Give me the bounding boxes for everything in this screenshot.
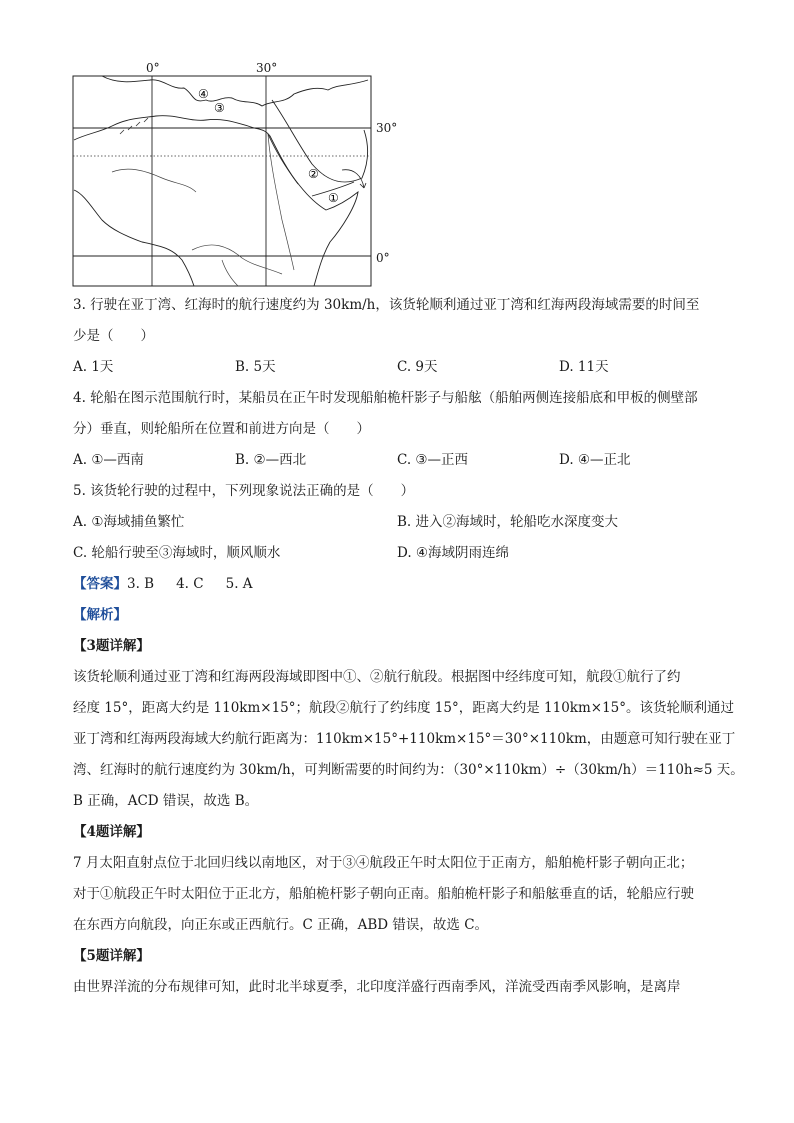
q3-stem-1: 3. 行驶在亚丁湾、红海时的航行速度约为 30km/h，该货轮顺利通过亚丁湾和红海两段海域需要的时间至 bbox=[73, 297, 700, 313]
q4-option-b: B. ②—西北 bbox=[235, 452, 307, 468]
d3-line-1: 该货轮顺利通过亚丁湾和红海两段海域即图中①、②航行航段。根据图中经纬度可知，航段①航行了约 bbox=[73, 669, 681, 685]
d3-line-5: B 正确，ACD 错误，故选 B。 bbox=[73, 793, 259, 809]
lon-label-30: 30° bbox=[256, 61, 278, 75]
q4-stem-2: 分）垂直，则轮船所在位置和前进方向是（ ） bbox=[73, 421, 370, 437]
q4-option-a: A. ①—西南 bbox=[73, 452, 144, 468]
q5-option-d: D. ④海域阴雨连绵 bbox=[397, 545, 510, 561]
answer-4: 4. C bbox=[176, 576, 204, 592]
d3-line-2: 经度 15°，距离大约是 110km×15°；航段②航行了约纬度 15°，距离大约是 110km×15°。该货轮顺利通过 bbox=[73, 700, 734, 716]
lon-label-0: 0° bbox=[146, 61, 160, 75]
answer-5: 5. A bbox=[225, 576, 253, 592]
africa-map bbox=[72, 60, 412, 292]
q5-option-b: B. 进入②海域时，轮船吃水深度变大 bbox=[397, 514, 619, 530]
q4-option-c: C. ③—正西 bbox=[397, 452, 469, 468]
q5-option-c: C. 轮船行驶至③海域时，顺风顺水 bbox=[73, 545, 281, 561]
q4-option-d: D. ④—正北 bbox=[559, 452, 631, 468]
analysis-label: 【解析】 bbox=[73, 607, 127, 623]
q3-option-d: D. 11天 bbox=[559, 359, 609, 375]
d5-title: 【5题详解】 bbox=[73, 948, 150, 964]
answer-row bbox=[73, 569, 723, 600]
q3-stem-2: 少是（ ） bbox=[73, 328, 154, 344]
q5-options-row2 bbox=[73, 538, 723, 569]
d4-line-2: 对于①航段正午时太阳位于正北方，船舶桅杆影子朝向正南。船舶桅杆影子和船舷垂直的话，轮船应行驶 bbox=[73, 886, 694, 902]
route-marker-1: ① bbox=[328, 191, 339, 205]
d4-title: 【4题详解】 bbox=[73, 824, 150, 840]
q3-option-b: B. 5天 bbox=[235, 359, 276, 375]
q3-option-c: C. 9天 bbox=[397, 359, 438, 375]
d5-line-1: 由世界洋流的分布规律可知，此时北半球夏季，北印度洋盛行西南季风，洋流受西南季风影响，是离岸 bbox=[73, 979, 681, 995]
answer-3: 3. B bbox=[127, 576, 155, 592]
d4-line-1: 7 月太阳直射点位于北回归线以南地区，对于③④航段正午时太阳位于正南方，船舶桅杆影子朝向正北； bbox=[73, 855, 694, 871]
q4-options bbox=[73, 445, 723, 476]
d3-line-3: 亚丁湾和红海两段海域大约航行距离为：110km×15°+110km×15°＝30°×110km，由题意可知行驶在亚丁 bbox=[73, 731, 736, 747]
route-marker-2: ② bbox=[308, 167, 319, 181]
lat-label-30: 30° bbox=[376, 121, 398, 135]
africa-map-figure bbox=[72, 60, 412, 292]
q5-stem: 5. 该货轮行驶的过程中，下列现象说法正确的是（ ） bbox=[73, 483, 415, 499]
lat-label-0: 0° bbox=[376, 251, 390, 265]
answer-label: 【答案】 bbox=[73, 576, 127, 592]
d4-line-3: 在东西方向航段，向正东或正西航行。C 正确，ABD 错误，故选 C。 bbox=[73, 917, 489, 933]
d3-title: 【3题详解】 bbox=[73, 638, 150, 654]
q4-stem-1: 4. 轮船在图示范围航行时，某船员在正午时发现船舶桅杆影子与船舷（船舶两侧连接船底和甲板的侧壁部 bbox=[73, 390, 698, 406]
q3-options bbox=[73, 352, 723, 383]
q5-option-a: A. ①海域捕鱼繁忙 bbox=[73, 514, 185, 530]
route-marker-4: ④ bbox=[198, 87, 209, 101]
q5-options-row1 bbox=[73, 507, 723, 538]
q3-option-a: A. 1天 bbox=[73, 359, 114, 375]
d3-line-4: 湾、红海时的航行速度约为 30km/h，可判断需要的时间约为：（30°×110km）÷（30km/h）＝110h≈5 天。 bbox=[73, 762, 744, 778]
question-content bbox=[73, 290, 744, 1003]
route-marker-3: ③ bbox=[214, 101, 225, 115]
